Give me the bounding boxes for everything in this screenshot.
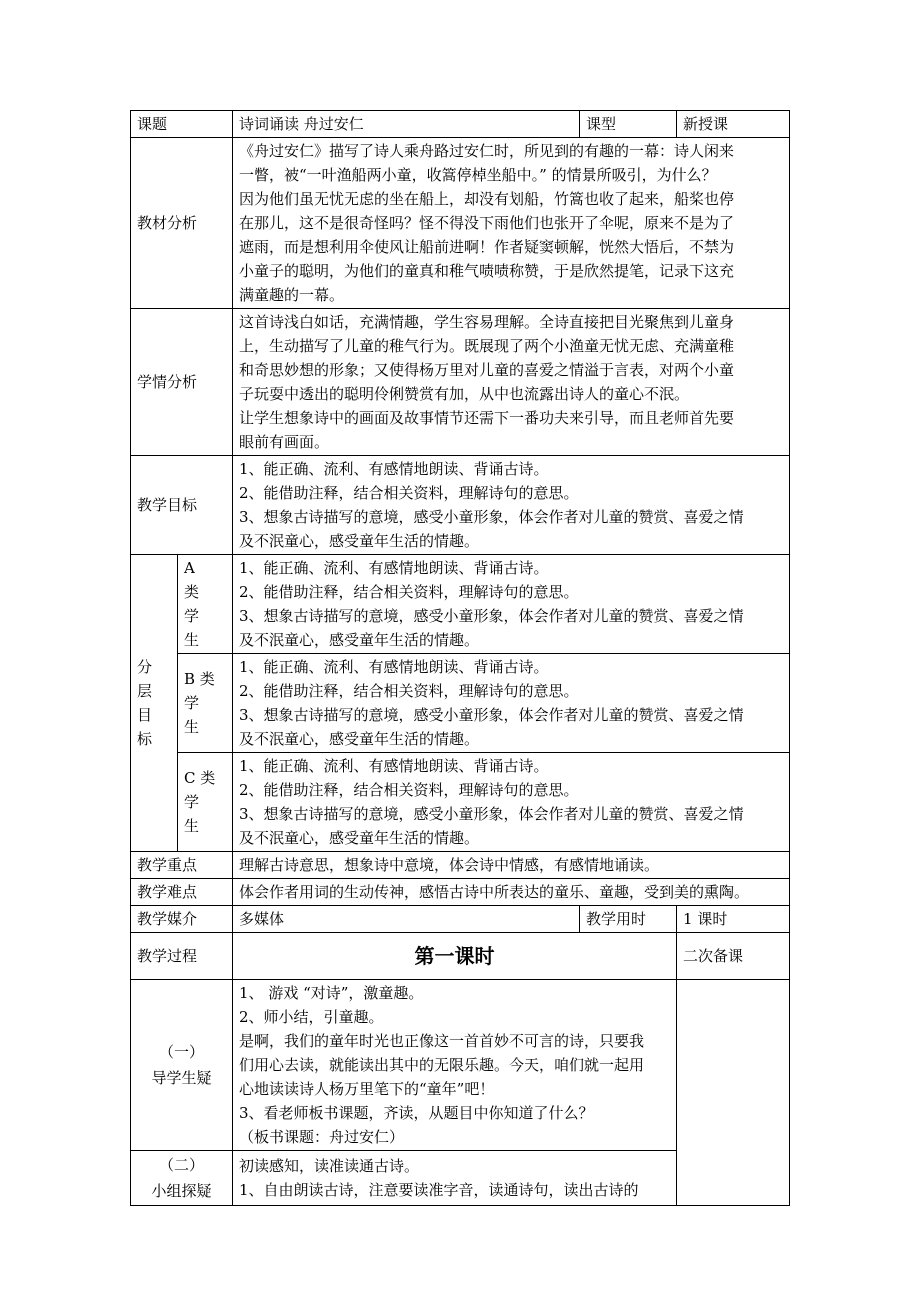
text-line: 理解古诗意思，想象诗中意境，体会诗中情感，有感情地诵读。	[239, 856, 660, 874]
section-name: 导学生疑	[151, 1069, 212, 1087]
label-char: 学	[184, 793, 200, 811]
text-line: 2、能借助注释，结合相关资料，理解诗句的意思。	[239, 583, 579, 601]
text-line: 这首诗浅白如话，充满情趣，学生容易理解。全诗直接把目光聚焦到儿童身	[239, 313, 735, 331]
text-line: 上，生动描写了儿童的稚气行为。既展现了两个小渔童无忧无虑、充满童稚	[239, 337, 735, 355]
text-line: 1、 游戏 “对诗”，激童趣。	[239, 984, 424, 1002]
text-line: 初读感知，读准读通古诗。	[239, 1157, 420, 1175]
topic-row	[131, 111, 790, 138]
text-line: 们用心去读，就能读出其中的无限乐趣。今天，咱们就一起用	[239, 1056, 645, 1074]
text-line: 一瞥，被“一叶渔船两小童，收篙停棹坐船中。” 的情景所吸引，为什么？	[239, 166, 717, 184]
text-line: 2、能借助注释，结合相关资料，理解诗句的意思。	[239, 484, 579, 502]
process-label: 教学过程	[131, 933, 233, 980]
media-label: 教学媒介	[131, 906, 233, 933]
text-line: 在那儿，这不是很奇怪吗？怪不得没下雨他们也张开了伞呢，原来不是为了	[239, 214, 735, 232]
label-char: 标	[137, 730, 153, 748]
label-char: 层	[137, 682, 153, 700]
text-line: 3、想象古诗描写的意境，感受小童形象，体会作者对儿童的赞赏、喜爱之情	[239, 805, 744, 823]
group-a-text	[233, 555, 790, 654]
section-number: （二）	[159, 1156, 205, 1174]
material-analysis-label: 教材分析	[131, 138, 233, 309]
label-char: 学	[184, 607, 200, 625]
section-1-row	[131, 980, 790, 1151]
text-line: 3、想象古诗描写的意境，感受小童形象，体会作者对儿童的赞赏、喜爱之情	[239, 706, 744, 724]
group-c-text	[233, 753, 790, 852]
text-line: （板书课题：舟过安仁）	[239, 1128, 405, 1146]
layered-goals-row-a	[131, 555, 790, 654]
label-char: 分	[137, 658, 153, 676]
text-line: 是啊，我们的童年时光也正像这一首首妙不可言的诗，只要我	[239, 1032, 645, 1050]
hours-label: 教学用时	[580, 906, 677, 933]
section-name: 小组探疑	[151, 1182, 212, 1200]
type-label: 课型	[580, 111, 677, 138]
teaching-goals-text	[233, 456, 790, 555]
label-char: 目	[137, 706, 153, 724]
material-analysis-text	[233, 138, 790, 309]
text-line: 及不泯童心，感受童年生活的情趣。	[239, 631, 480, 649]
label-char: A	[184, 559, 195, 577]
text-line: 和奇思妙想的形象；又使得杨万里对儿童的喜爱之情溢于言表，对两个小童	[239, 361, 735, 379]
label-char: 学	[184, 694, 200, 712]
session-title-cell	[233, 933, 677, 980]
student-analysis-label: 学情分析	[131, 309, 233, 456]
text-line: 及不泯童心，感受童年生活的情趣。	[239, 730, 480, 748]
text-line: 3、看老师板书课题，齐读，从题目中你知道了什么？	[239, 1104, 594, 1122]
text-line: 1、能正确、流利、有感情地朗读、背诵古诗。	[239, 460, 549, 478]
difficulty-value	[233, 879, 790, 906]
second-prep-area	[677, 980, 790, 1206]
text-line: 2、能借助注释，结合相关资料，理解诗句的意思。	[239, 781, 579, 799]
difficulty-row	[131, 879, 790, 906]
section-number: （一）	[159, 1043, 205, 1061]
text-line: 因为他们虽无忧无虑的坐在船上，却没有划船，竹篙也收了起来，船桨也停	[239, 190, 735, 208]
label-char: 生	[184, 718, 200, 736]
text-line: 3、想象古诗描写的意境，感受小童形象，体会作者对儿童的赞赏、喜爱之情	[239, 607, 744, 625]
text-line: 1、能正确、流利、有感情地朗读、背诵古诗。	[239, 559, 549, 577]
teaching-goals-label: 教学目标	[131, 456, 233, 555]
layered-goals-row-b	[131, 654, 790, 753]
label-char: B 类	[184, 670, 215, 688]
layered-goals-row-c	[131, 753, 790, 852]
type-value: 新授课	[677, 111, 790, 138]
text-line: 子玩耍中透出的聪明伶俐赞赏有加，从中也流露出诗人的童心不泯。	[239, 385, 690, 403]
text-line: 及不泯童心，感受童年生活的情趣。	[239, 532, 480, 550]
label-char: C 类	[184, 769, 216, 787]
section-2-text	[233, 1151, 677, 1206]
student-analysis-text	[233, 309, 790, 456]
media-row	[131, 906, 790, 933]
group-b-label	[178, 654, 233, 753]
key-point-label: 教学重点	[131, 852, 233, 879]
lesson-plan-table	[130, 110, 790, 1206]
text-line: 1、能正确、流利、有感情地朗读、背诵古诗。	[239, 658, 549, 676]
text-line: 1、能正确、流利、有感情地朗读、背诵古诗。	[239, 757, 549, 775]
text-line: 满童趣的一幕。	[239, 286, 345, 304]
text-line: 眼前有画面。	[239, 433, 330, 451]
text-line: 2、师小结，引童趣。	[239, 1008, 384, 1026]
text-line: 心地读读诗人杨万里笔下的“童年”吧！	[239, 1080, 495, 1098]
key-point-row	[131, 852, 790, 879]
text-line: 2、能借助注释，结合相关资料，理解诗句的意思。	[239, 682, 579, 700]
label-char: 生	[184, 817, 200, 835]
label-char: 生	[184, 631, 200, 649]
student-analysis-row	[131, 309, 790, 456]
text-line: 及不泯童心，感受童年生活的情趣。	[239, 829, 480, 847]
process-row	[131, 933, 790, 980]
group-a-label	[178, 555, 233, 654]
teaching-goals-row	[131, 456, 790, 555]
text-line: 小童子的聪明，为他们的童真和稚气啧啧称赞，于是欣然提笔，记录下这充	[239, 262, 735, 280]
text-line: 遮雨，而是想利用伞使风让船前进啊！作者疑窦顿解，恍然大悟后，不禁为	[239, 238, 735, 256]
hours-value: 1 课时	[677, 906, 790, 933]
text-line: 《舟过安仁》描写了诗人乘舟路过安仁时，所见到的有趣的一幕：诗人闲来	[239, 142, 735, 160]
section-1-text	[233, 980, 677, 1151]
section-2-label	[131, 1151, 233, 1206]
text-line: 3、想象古诗描写的意境，感受小童形象，体会作者对儿童的赞赏、喜爱之情	[239, 508, 744, 526]
media-value: 多媒体	[233, 906, 580, 933]
section-1-label	[131, 980, 233, 1151]
session-title: 第一课时	[414, 944, 495, 968]
material-analysis-row	[131, 138, 790, 309]
text-line: 体会作者用词的生动传神，感悟古诗中所表达的童乐、童趣，受到美的熏陶。	[239, 883, 750, 901]
topic-value: 诗词诵读 舟过安仁	[233, 111, 580, 138]
group-c-label	[178, 753, 233, 852]
layered-goals-label	[131, 555, 178, 852]
text-line: 1、自由朗读古诗，注意要读准字音，读通诗句，读出古诗的	[239, 1181, 639, 1199]
second-prep-label: 二次备课	[677, 933, 790, 980]
difficulty-label: 教学难点	[131, 879, 233, 906]
group-b-text	[233, 654, 790, 753]
label-char: 类	[184, 583, 200, 601]
text-line: 让学生想象诗中的画面及故事情节还需下一番功夫来引导，而且老师首先要	[239, 409, 735, 427]
key-point-value	[233, 852, 790, 879]
topic-label: 课题	[131, 111, 233, 138]
